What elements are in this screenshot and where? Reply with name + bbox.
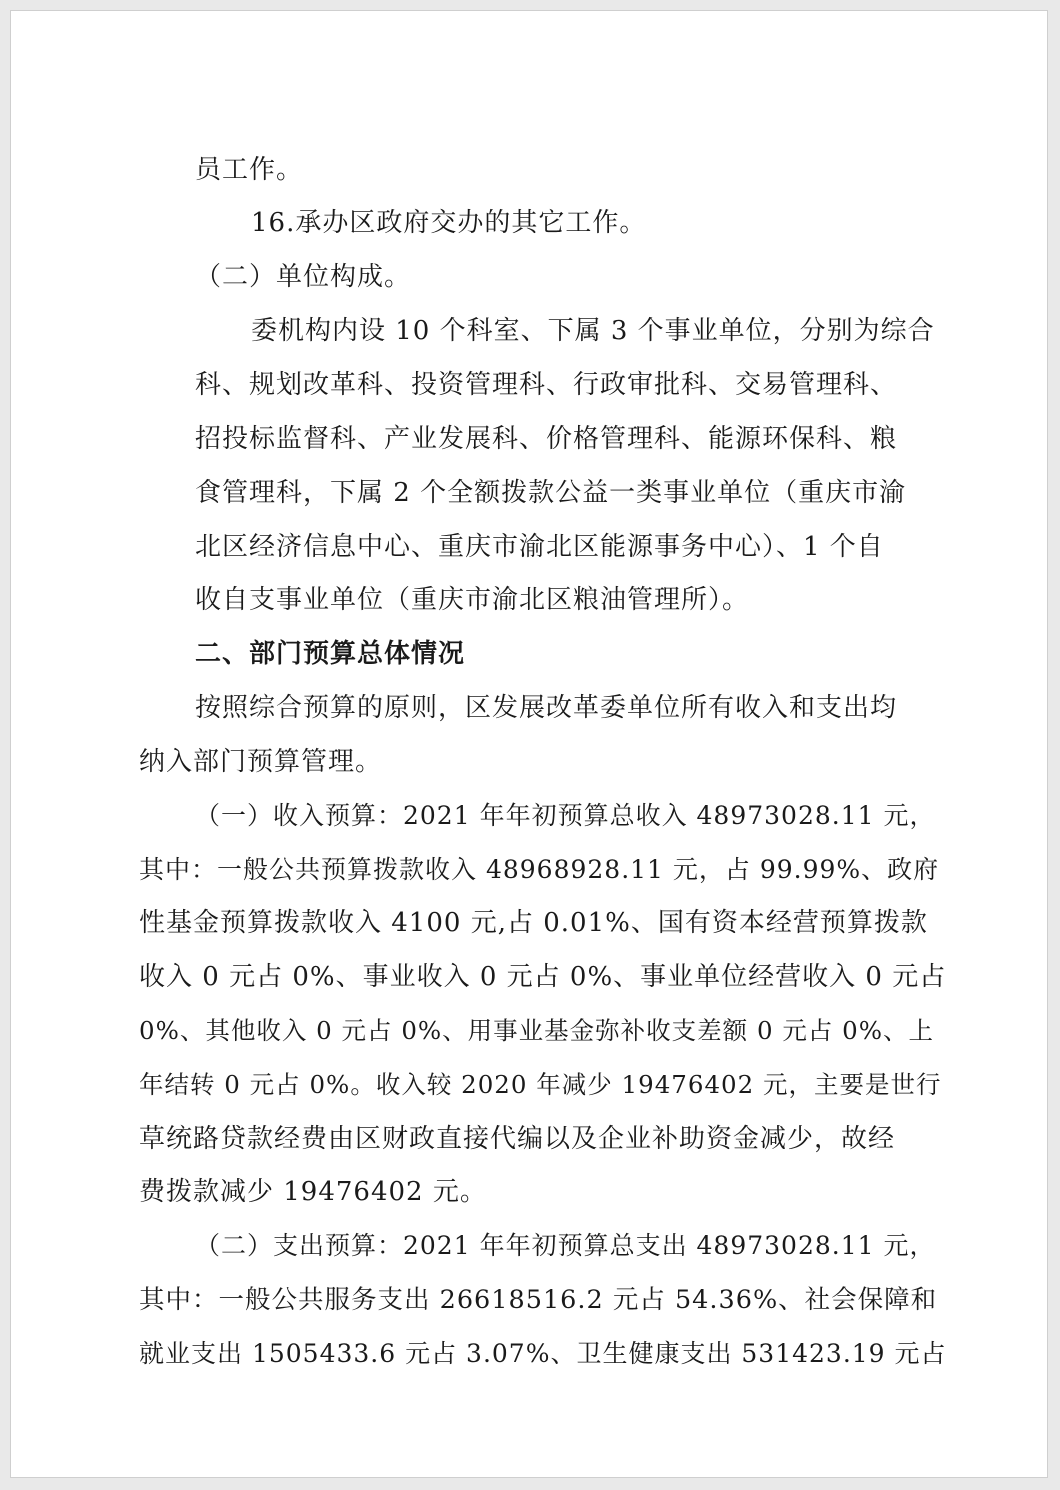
document-page xyxy=(10,10,1048,1478)
section-heading-unit-composition: （二）单位构成。 xyxy=(195,262,412,292)
text-line-5: 科、规划改革科、投资管理科、行政审批科、交易管理科、 xyxy=(195,370,898,400)
text-line-17: 0%、其他收入 0 元占 0%、用事业基金弥补收支差额 0 元占 0%、上 xyxy=(139,1016,935,1045)
text-line-9: 收自支事业单位（重庆市渝北区粮油管理所）。 xyxy=(195,585,750,615)
text-line-7: 食管理科，下属 2 个全额拨款公益一类事业单位（重庆市渝 xyxy=(195,478,907,508)
text-line-12: 纳入部门预算管理。 xyxy=(139,747,383,777)
text-line-2: 16.承办区政府交办的其它工作。 xyxy=(251,208,647,238)
text-line-8: 北区经济信息中心、重庆市渝北区能源事务中心）、1 个自 xyxy=(195,532,884,562)
text-line-4: 委机构内设 10 个科室、下属 3 个事业单位，分别为综合 xyxy=(251,316,935,346)
text-line-15: 性基金预算拨款收入 4100 元,占 0.01%、国有资本经营预算拨款 xyxy=(139,908,928,938)
text-line-20: 费拨款减少 19476402 元。 xyxy=(139,1177,487,1207)
text-line-18: 年结转 0 元占 0%。收入较 2020 年减少 19476402 元，主要是世行 xyxy=(139,1070,942,1099)
text-line-16: 收入 0 元占 0%、事业收入 0 元占 0%、事业单位经营收入 0 元占 xyxy=(139,962,947,992)
text-line-11: 按照综合预算的原则，区发展改革委单位所有收入和支出均 xyxy=(195,693,898,723)
text-line-expenditure-budget: （二）支出预算：2021 年年初预算总支出 48973028.11 元， xyxy=(195,1231,936,1260)
text-line-1: 员工作。 xyxy=(195,155,304,185)
section-heading-budget-overview: 二、部门预算总体情况 xyxy=(195,639,466,669)
text-line-22: 其中：一般公共服务支出 26618516.2 元占 54.36%、社会保障和 xyxy=(139,1285,938,1315)
text-line-19: 草统路贷款经费由区财政直接代编以及企业补助资金减少，故经 xyxy=(139,1124,896,1154)
text-line-23: 就业支出 1505433.6 元占 3.07%、卫生健康支出 531423.19 元占 xyxy=(139,1339,947,1368)
text-line-6: 招投标监督科、产业发展科、价格管理科、能源环保科、粮 xyxy=(195,424,898,454)
text-line-income-budget: （一）收入预算：2021 年年初预算总收入 48973028.11 元， xyxy=(195,801,936,830)
text-line-14: 其中：一般公共预算拨款收入 48968928.11 元，占 99.99%、政府 xyxy=(139,855,940,884)
